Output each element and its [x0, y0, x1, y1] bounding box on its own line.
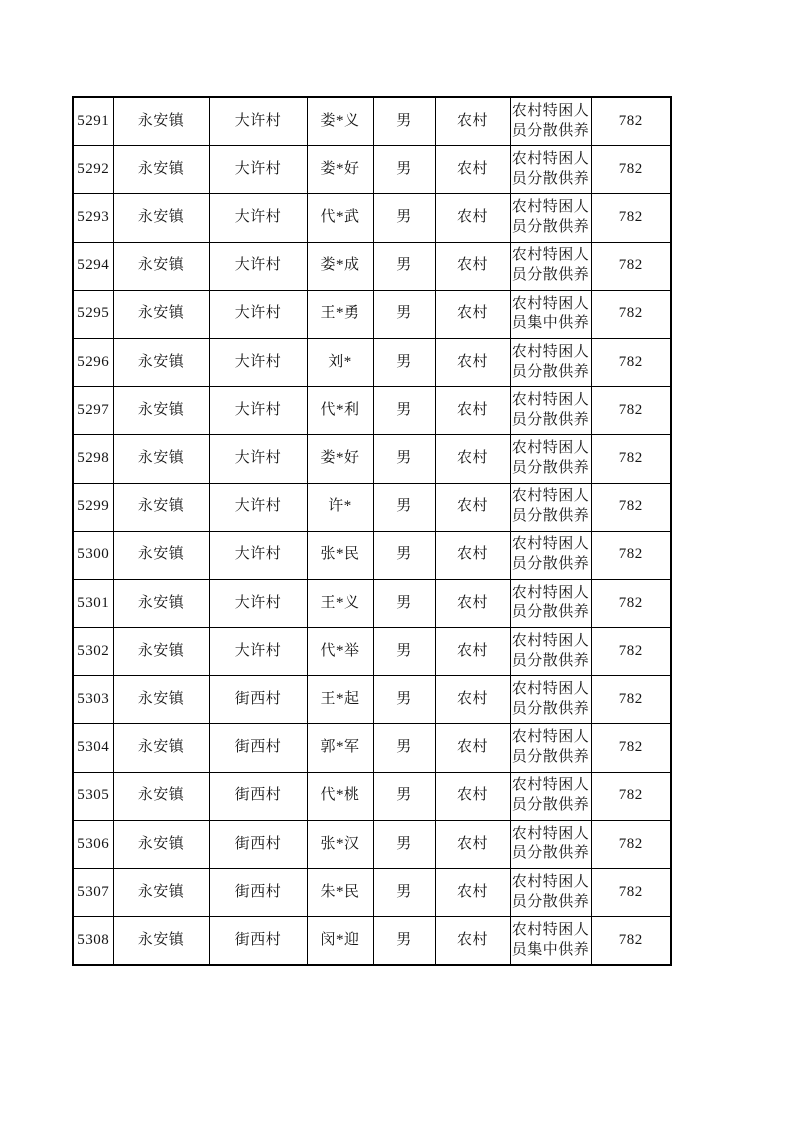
town-cell: 永安镇	[113, 628, 209, 676]
name-cell: 娄*成	[307, 242, 373, 290]
support-category-cell: 农村特困人员分散供养	[510, 676, 591, 724]
support-category-cell: 农村特困人员分散供养	[510, 194, 591, 242]
table-row	[73, 194, 671, 242]
gender-cell: 男	[373, 242, 435, 290]
town-cell: 永安镇	[113, 917, 209, 966]
town-cell: 永安镇	[113, 869, 209, 917]
household-type-cell: 农村	[435, 97, 510, 146]
support-category-cell: 农村特困人员集中供养	[510, 917, 591, 966]
support-category-cell: 农村特困人员分散供养	[510, 579, 591, 627]
gender-cell: 男	[373, 338, 435, 386]
town-cell: 永安镇	[113, 531, 209, 579]
name-cell: 闵*迎	[307, 917, 373, 966]
table-row	[73, 917, 671, 966]
serial-number-cell: 5308	[73, 917, 113, 966]
town-cell: 永安镇	[113, 290, 209, 338]
name-cell: 张*民	[307, 531, 373, 579]
name-cell: 代*利	[307, 387, 373, 435]
household-type-cell: 农村	[435, 579, 510, 627]
amount-cell: 782	[591, 579, 671, 627]
support-category-cell: 农村特困人员分散供养	[510, 97, 591, 146]
table-row	[73, 97, 671, 146]
amount-cell: 782	[591, 772, 671, 820]
name-cell: 娄*好	[307, 435, 373, 483]
support-category-cell: 农村特困人员集中供养	[510, 290, 591, 338]
support-category-cell: 农村特困人员分散供养	[510, 531, 591, 579]
village-cell: 大许村	[209, 579, 307, 627]
support-category-cell: 农村特困人员分散供养	[510, 483, 591, 531]
gender-cell: 男	[373, 97, 435, 146]
name-cell: 许*	[307, 483, 373, 531]
name-cell: 王*起	[307, 676, 373, 724]
town-cell: 永安镇	[113, 435, 209, 483]
serial-number-cell: 5306	[73, 820, 113, 868]
amount-cell: 782	[591, 869, 671, 917]
town-cell: 永安镇	[113, 387, 209, 435]
support-category-cell: 农村特困人员分散供养	[510, 772, 591, 820]
table-row	[73, 772, 671, 820]
amount-cell: 782	[591, 338, 671, 386]
serial-number-cell: 5304	[73, 724, 113, 772]
name-cell: 代*举	[307, 628, 373, 676]
amount-cell: 782	[591, 628, 671, 676]
serial-number-cell: 5291	[73, 97, 113, 146]
table-row	[73, 820, 671, 868]
household-type-cell: 农村	[435, 435, 510, 483]
village-cell: 大许村	[209, 531, 307, 579]
support-category-cell: 农村特困人员分散供养	[510, 338, 591, 386]
table-row	[73, 531, 671, 579]
name-cell: 娄*好	[307, 146, 373, 194]
town-cell: 永安镇	[113, 579, 209, 627]
serial-number-cell: 5302	[73, 628, 113, 676]
amount-cell: 782	[591, 290, 671, 338]
amount-cell: 782	[591, 435, 671, 483]
gender-cell: 男	[373, 531, 435, 579]
name-cell: 代*桃	[307, 772, 373, 820]
table-row	[73, 387, 671, 435]
welfare-recipients-table	[72, 96, 672, 966]
town-cell: 永安镇	[113, 676, 209, 724]
village-cell: 大许村	[209, 97, 307, 146]
serial-number-cell: 5300	[73, 531, 113, 579]
serial-number-cell: 5296	[73, 338, 113, 386]
amount-cell: 782	[591, 146, 671, 194]
serial-number-cell: 5295	[73, 290, 113, 338]
household-type-cell: 农村	[435, 387, 510, 435]
village-cell: 街西村	[209, 869, 307, 917]
support-category-cell: 农村特困人员分散供养	[510, 628, 591, 676]
gender-cell: 男	[373, 194, 435, 242]
household-type-cell: 农村	[435, 676, 510, 724]
household-type-cell: 农村	[435, 531, 510, 579]
amount-cell: 782	[591, 242, 671, 290]
village-cell: 大许村	[209, 483, 307, 531]
town-cell: 永安镇	[113, 194, 209, 242]
town-cell: 永安镇	[113, 97, 209, 146]
gender-cell: 男	[373, 820, 435, 868]
gender-cell: 男	[373, 290, 435, 338]
name-cell: 王*义	[307, 579, 373, 627]
town-cell: 永安镇	[113, 772, 209, 820]
serial-number-cell: 5305	[73, 772, 113, 820]
gender-cell: 男	[373, 869, 435, 917]
amount-cell: 782	[591, 483, 671, 531]
table-row	[73, 676, 671, 724]
household-type-cell: 农村	[435, 724, 510, 772]
amount-cell: 782	[591, 387, 671, 435]
village-cell: 街西村	[209, 772, 307, 820]
town-cell: 永安镇	[113, 242, 209, 290]
household-type-cell: 农村	[435, 820, 510, 868]
village-cell: 大许村	[209, 146, 307, 194]
village-cell: 大许村	[209, 290, 307, 338]
amount-cell: 782	[591, 97, 671, 146]
serial-number-cell: 5301	[73, 579, 113, 627]
amount-cell: 782	[591, 820, 671, 868]
table-row	[73, 483, 671, 531]
table-row	[73, 869, 671, 917]
table-row	[73, 724, 671, 772]
household-type-cell: 农村	[435, 338, 510, 386]
household-type-cell: 农村	[435, 242, 510, 290]
name-cell: 刘*	[307, 338, 373, 386]
name-cell: 代*武	[307, 194, 373, 242]
village-cell: 街西村	[209, 917, 307, 966]
table-row	[73, 579, 671, 627]
gender-cell: 男	[373, 387, 435, 435]
household-type-cell: 农村	[435, 869, 510, 917]
household-type-cell: 农村	[435, 628, 510, 676]
village-cell: 大许村	[209, 628, 307, 676]
support-category-cell: 农村特困人员分散供养	[510, 146, 591, 194]
town-cell: 永安镇	[113, 820, 209, 868]
amount-cell: 782	[591, 724, 671, 772]
support-category-cell: 农村特困人员分散供养	[510, 242, 591, 290]
name-cell: 王*勇	[307, 290, 373, 338]
support-category-cell: 农村特困人员分散供养	[510, 435, 591, 483]
gender-cell: 男	[373, 146, 435, 194]
gender-cell: 男	[373, 724, 435, 772]
village-cell: 大许村	[209, 242, 307, 290]
amount-cell: 782	[591, 917, 671, 966]
household-type-cell: 农村	[435, 290, 510, 338]
household-type-cell: 农村	[435, 917, 510, 966]
serial-number-cell: 5293	[73, 194, 113, 242]
support-category-cell: 农村特困人员分散供养	[510, 724, 591, 772]
table-row	[73, 242, 671, 290]
village-cell: 大许村	[209, 435, 307, 483]
village-cell: 大许村	[209, 338, 307, 386]
support-category-cell: 农村特困人员分散供养	[510, 820, 591, 868]
village-cell: 街西村	[209, 820, 307, 868]
gender-cell: 男	[373, 435, 435, 483]
town-cell: 永安镇	[113, 146, 209, 194]
town-cell: 永安镇	[113, 724, 209, 772]
serial-number-cell: 5299	[73, 483, 113, 531]
town-cell: 永安镇	[113, 483, 209, 531]
gender-cell: 男	[373, 483, 435, 531]
amount-cell: 782	[591, 676, 671, 724]
gender-cell: 男	[373, 628, 435, 676]
village-cell: 街西村	[209, 676, 307, 724]
amount-cell: 782	[591, 531, 671, 579]
town-cell: 永安镇	[113, 338, 209, 386]
serial-number-cell: 5292	[73, 146, 113, 194]
household-type-cell: 农村	[435, 772, 510, 820]
table-row	[73, 338, 671, 386]
table-row	[73, 146, 671, 194]
table-body	[73, 97, 671, 965]
support-category-cell: 农村特困人员分散供养	[510, 869, 591, 917]
serial-number-cell: 5297	[73, 387, 113, 435]
name-cell: 娄*义	[307, 97, 373, 146]
gender-cell: 男	[373, 676, 435, 724]
gender-cell: 男	[373, 579, 435, 627]
household-type-cell: 农村	[435, 194, 510, 242]
serial-number-cell: 5298	[73, 435, 113, 483]
village-cell: 街西村	[209, 724, 307, 772]
table-row	[73, 290, 671, 338]
gender-cell: 男	[373, 772, 435, 820]
gender-cell: 男	[373, 917, 435, 966]
table-row	[73, 435, 671, 483]
serial-number-cell: 5303	[73, 676, 113, 724]
household-type-cell: 农村	[435, 483, 510, 531]
village-cell: 大许村	[209, 387, 307, 435]
table-row	[73, 628, 671, 676]
name-cell: 朱*民	[307, 869, 373, 917]
name-cell: 郭*军	[307, 724, 373, 772]
amount-cell: 782	[591, 194, 671, 242]
serial-number-cell: 5307	[73, 869, 113, 917]
name-cell: 张*汉	[307, 820, 373, 868]
support-category-cell: 农村特困人员分散供养	[510, 387, 591, 435]
serial-number-cell: 5294	[73, 242, 113, 290]
village-cell: 大许村	[209, 194, 307, 242]
household-type-cell: 农村	[435, 146, 510, 194]
